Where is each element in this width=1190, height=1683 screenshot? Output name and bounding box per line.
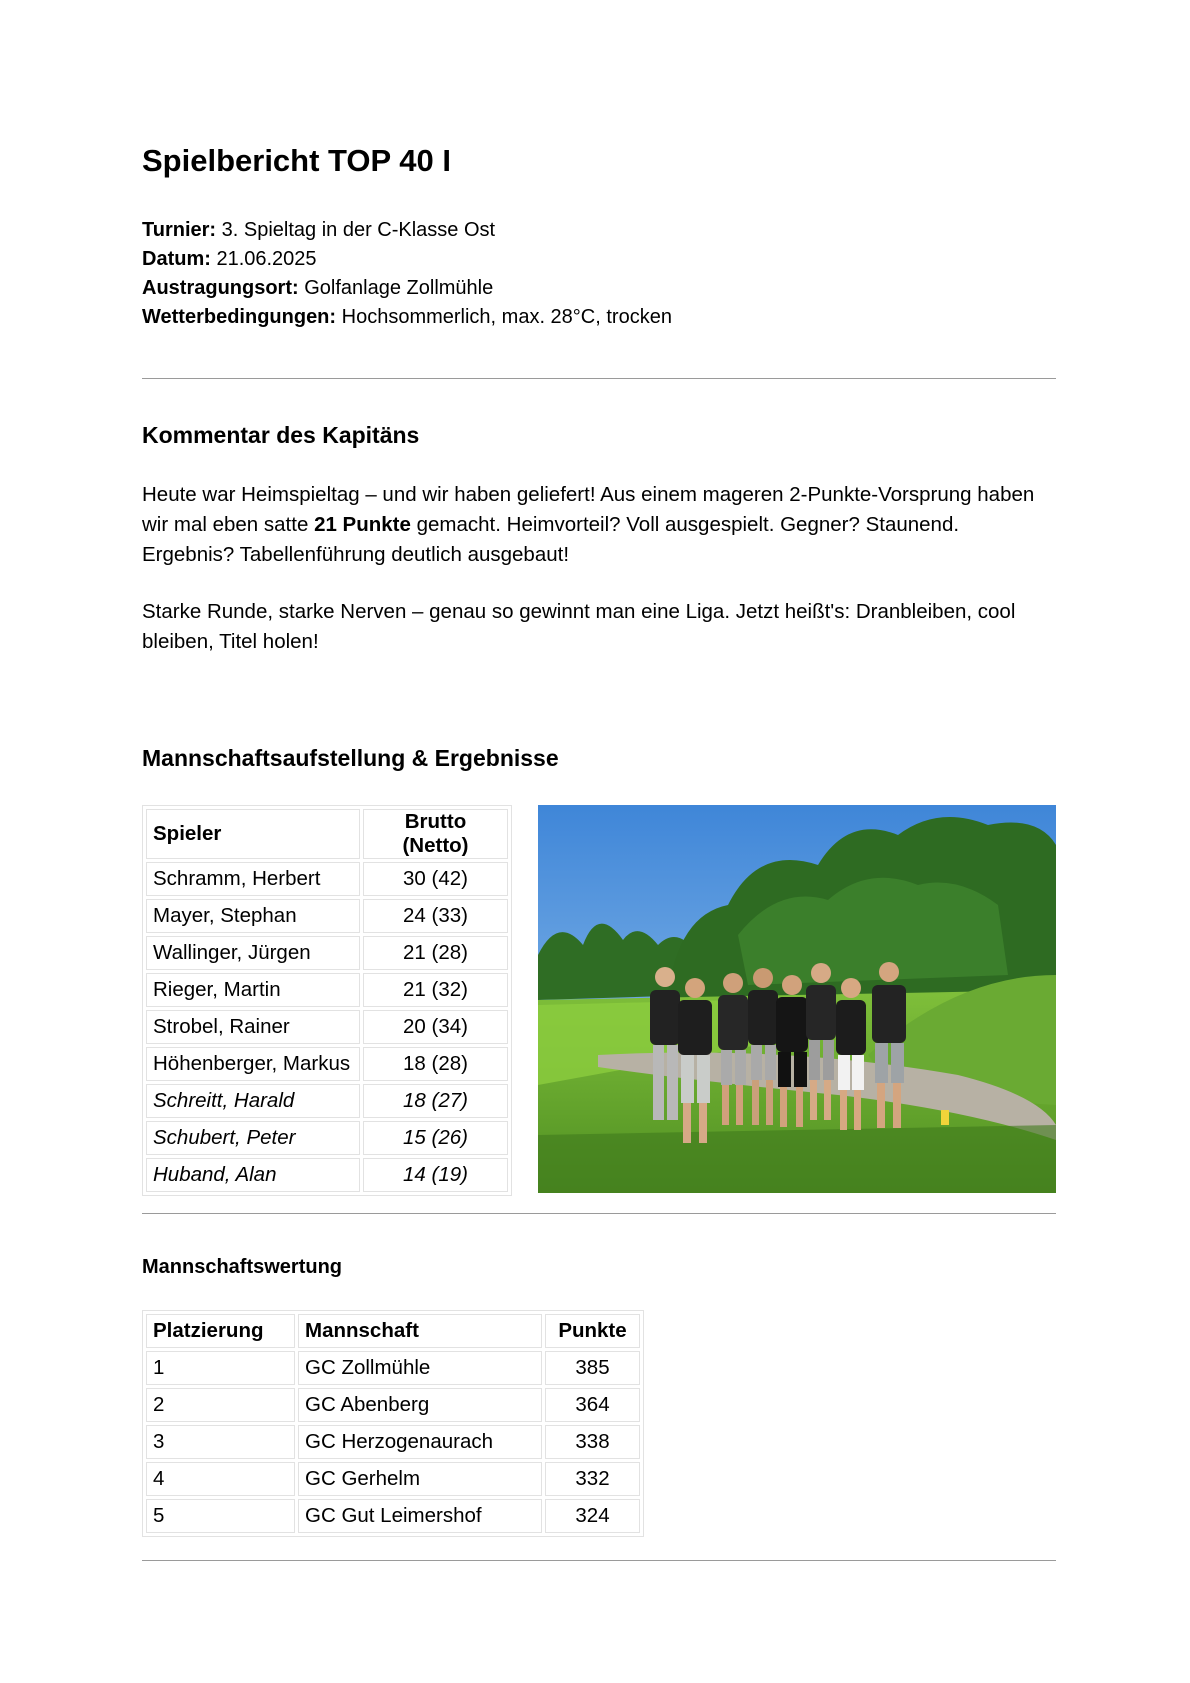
weather-value: Hochsommerlich, max. 28°C, trocken [341,306,672,328]
divider [142,378,1056,379]
column-header-score: Brutto (Netto) [363,809,508,859]
table-row [146,1121,508,1155]
comment-points-bold: 21 Punkte [314,513,411,536]
standings-heading: Mannschaftswertung [142,1256,343,1278]
weather-line [142,303,672,332]
lineup-table [142,805,512,1196]
player-score: 24 (33) [363,899,508,933]
table-header-row [146,1314,640,1348]
comment-text-a: Heute war Heimspieltag – und wir haben geliefert! Aus einem mageren 2-Punkte-Vorsprung haben wir mal eben satte [142,483,1035,536]
team-cell: GC Abenberg [298,1388,542,1422]
table-row [146,1158,508,1192]
player-name: Rieger, Martin [146,973,360,1007]
team-cell: GC Gut Leimershof [298,1499,542,1533]
player-name: Schramm, Herbert [146,862,360,896]
table-row [146,1499,640,1533]
match-info [142,216,672,332]
place-cell: 5 [146,1499,295,1533]
place-cell: 1 [146,1351,295,1385]
points-cell: 364 [545,1388,640,1422]
date-line [142,245,672,274]
table-row [146,1462,640,1496]
comment-paragraph-1 [142,480,1056,570]
venue-label: Austragungsort: [142,277,299,299]
place-cell: 2 [146,1388,295,1422]
column-header-team: Mannschaft [298,1314,542,1348]
divider [142,1213,1056,1214]
standings-table [142,1310,644,1537]
place-cell: 3 [146,1425,295,1459]
player-name: Höhenberger, Markus [146,1047,360,1081]
table-row [146,973,508,1007]
team-cell: GC Gerhelm [298,1462,542,1496]
weather-label: Wetterbedingungen: [142,306,337,328]
page-title: Spielbericht TOP 40 I [142,143,451,178]
comment-text-b: gemacht. Heimvorteil? Voll ausgespielt. Gegner? Staunend. Ergebnis? Tabellenführung deutlich ausgebaut! [142,513,960,566]
date-value: 21.06.2025 [216,248,317,270]
venue-line [142,274,672,303]
tournament-line [142,216,672,245]
player-score: 14 (19) [363,1158,508,1192]
player-name: Huband, Alan [146,1158,360,1192]
player-name: Mayer, Stephan [146,899,360,933]
points-cell: 332 [545,1462,640,1496]
table-header-row [146,809,508,859]
table-row [146,1010,508,1044]
player-name: Schreitt, Harald [146,1084,360,1118]
venue-value: Golfanlage Zollmühle [304,277,494,299]
table-row [146,862,508,896]
points-cell: 324 [545,1499,640,1533]
player-score: 21 (32) [363,973,508,1007]
comment-paragraph-2: Starke Runde, starke Nerven – genau so gewinnt man eine Liga. Jetzt heißt's: Dranbleiben, cool bleiben, Titel holen! [142,600,1016,653]
points-cell: 338 [545,1425,640,1459]
table-row [146,1351,640,1385]
player-score: 18 (28) [363,1047,508,1081]
team-cell: GC Zollmühle [298,1351,542,1385]
player-score: 18 (27) [363,1084,508,1118]
tournament-label: Turnier: [142,219,217,241]
divider [142,1560,1056,1561]
player-score: 20 (34) [363,1010,508,1044]
date-label: Datum: [142,248,211,270]
comment-heading: Kommentar des Kapitäns [142,422,420,448]
player-score: 15 (26) [363,1121,508,1155]
column-header-place: Platzierung [146,1314,295,1348]
table-row [146,899,508,933]
player-name: Wallinger, Jürgen [146,936,360,970]
table-row [146,1047,508,1081]
column-header-points: Punkte [545,1314,640,1348]
column-header-player: Spieler [146,809,360,859]
team-photo [538,805,1056,1193]
team-cell: GC Herzogenaurach [298,1425,542,1459]
tournament-value: 3. Spieltag in der C-Klasse Ost [221,219,496,241]
player-name: Schubert, Peter [146,1121,360,1155]
lineup-heading: Mannschaftsaufstellung & Ergebnisse [142,745,559,771]
place-cell: 4 [146,1462,295,1496]
table-row [146,1425,640,1459]
player-name: Strobel, Rainer [146,1010,360,1044]
table-row [146,1084,508,1118]
player-score: 21 (28) [363,936,508,970]
player-score: 30 (42) [363,862,508,896]
points-cell: 385 [545,1351,640,1385]
table-row [146,936,508,970]
table-row [146,1388,640,1422]
